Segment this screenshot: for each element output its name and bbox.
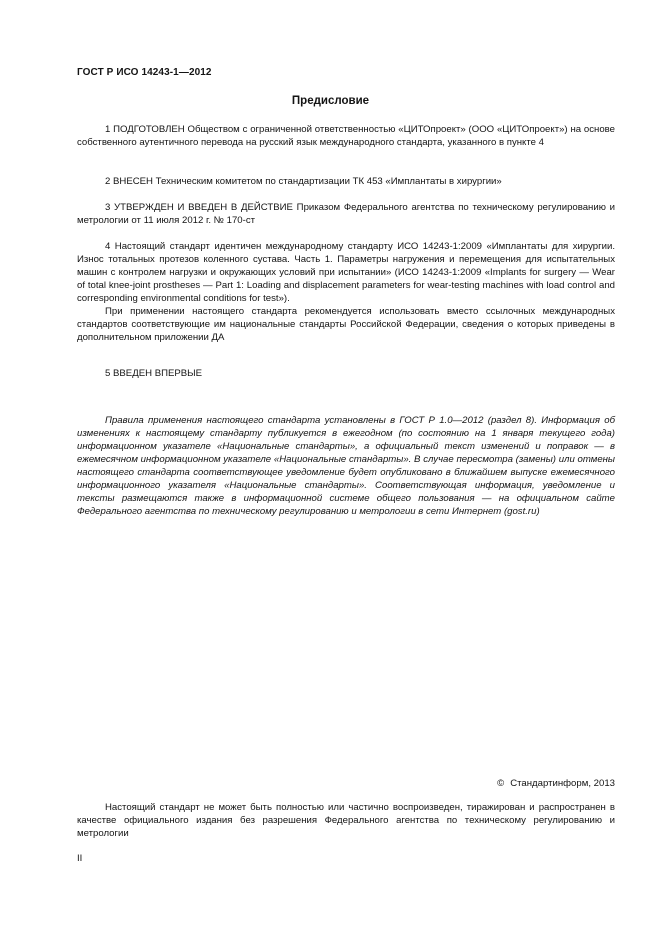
copyright-holder: Стандартинформ, 2013 xyxy=(510,778,615,789)
reproduction-notice-text: Настоящий стандарт не может быть полностью или частично воспроизведен, тиражирован и распространен в качестве официального издания без разрешения Федерального агентства по техническому регулированию и метрологии xyxy=(77,802,615,839)
section-3-text: 3 УТВЕРЖДЕН И ВВЕДЕН В ДЕЙСТВИЕ Приказом Федерального агентства по техническому регулированию и метрологии от 11 июля 2012 г. № 170-ст xyxy=(77,202,615,226)
application-notice-text: Правила применения настоящего стандарта установлены в ГОСТ Р 1.0—2012 (раздел 8). Информация об изменениях к настоящему стандарту публикуется в ежегодном (по состоянию на 1 января текущего года) информационном указателе «Национальные стандарты», а официальный текст изменений и поправок — в ежемесячном информационном указателе «Национальные стандарты». В случае пересмотра (замены) или отмены настоящего стандарта соответствующее уведомление будет опубликовано в ближайшем выпуске ежемесячного информационного указателя «Национальные стандарты». Соответствующая информация, уведомление и тексты размещаются также в информационной системе общего пользования — на официальном сайте Федерального агентства по техническому регулированию и метрологии в сети Интернет (gost.ru) xyxy=(77,415,615,517)
section-4-text: 4 Настоящий стандарт идентичен международному стандарту ИСО 14243-1:2009 «Имплантаты для хирургии. Износ тотальных протезов коленного сустава. Часть 1. Параметры нагружения и перемещения для испытательных машин с контролем нагрузки и окружающих условий при испытании» (ИСО 14243-1:2009 «Implants for surgery — Wear of total knee-joint prostheses — Part 1: Loading and displacement parameters for wear-testing machines with load control and corresponding environmental conditions for test»). xyxy=(77,241,615,304)
section-1 xyxy=(77,123,615,149)
page-title: Предисловие xyxy=(291,95,370,107)
section-3 xyxy=(77,201,615,227)
section-2 xyxy=(77,175,615,188)
copyright-line xyxy=(497,778,615,789)
section-4-references-text: При применении настоящего стандарта рекомендуется использовать вместо ссылочных международных стандартов соответствующие им национальные стандарты Российской Федерации, сведения о которых приведены в дополнительном приложении ДА xyxy=(77,306,615,343)
page-number: II xyxy=(77,853,83,864)
reproduction-notice xyxy=(77,801,615,840)
section-4 xyxy=(77,240,615,344)
section-2-text: 2 ВНЕСЕН Техническим комитетом по стандартизации ТК 453 «Имплантаты в хирургии» xyxy=(105,176,502,187)
section-1-text: 1 ПОДГОТОВЛЕН Обществом с ограниченной ответственностью «ЦИТОпроект» (ООО «ЦИТОпроект») на основе собственного аутентичного перевода на русский язык международного стандарта, указанного в пункте 4 xyxy=(77,124,615,148)
application-notice xyxy=(77,414,615,518)
copyright-sign: © xyxy=(497,778,505,789)
document-code: ГОСТ Р ИСО 14243-1—2012 xyxy=(77,67,212,78)
section-5-text: 5 ВВЕДЕН ВПЕРВЫЕ xyxy=(105,368,203,379)
section-5 xyxy=(77,367,615,380)
